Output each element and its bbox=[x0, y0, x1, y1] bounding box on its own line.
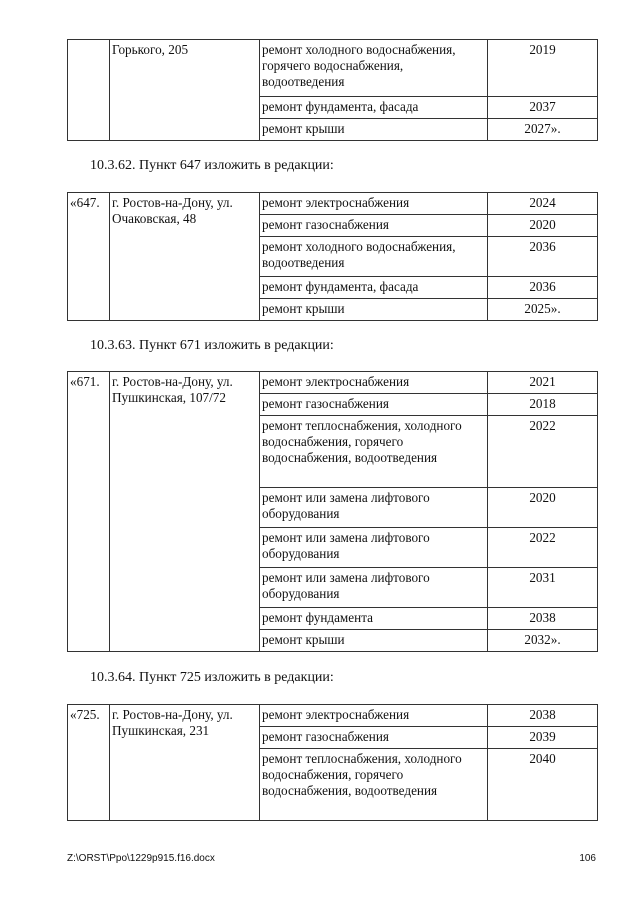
year-cell: 2022 bbox=[488, 416, 598, 488]
year-cell: 2021 bbox=[488, 372, 598, 394]
work-cell: ремонт теплоснабжения, холодного водоснабжения, горячего водоснабжения, водоотведения bbox=[260, 416, 488, 488]
work-cell: ремонт холодного водоснабжения, горячего водоснабжения, водоотведения bbox=[260, 40, 488, 97]
paragraph-10-3-64: 10.3.64. Пункт 725 изложить в редакции: bbox=[90, 670, 334, 685]
year-cell: 2031 bbox=[488, 568, 598, 608]
table-row bbox=[68, 193, 598, 215]
work-cell: ремонт крыши bbox=[260, 630, 488, 652]
item-number bbox=[68, 40, 110, 141]
address-cell: г. Ростов-на-Дону, ул. Очаковская, 48 bbox=[110, 193, 260, 321]
address-cell: Горького, 205 bbox=[110, 40, 260, 141]
table-item-671 bbox=[67, 371, 598, 652]
work-cell: ремонт или замена лифтового оборудования bbox=[260, 568, 488, 608]
address-cell: г. Ростов-на-Дону, ул. Пушкинская, 107/72 bbox=[110, 372, 260, 652]
year-cell: 2037 bbox=[488, 97, 598, 119]
year-cell: 2038 bbox=[488, 608, 598, 630]
year-cell: 2038 bbox=[488, 705, 598, 727]
work-cell: ремонт электроснабжения bbox=[260, 372, 488, 394]
year-cell: 2018 bbox=[488, 394, 598, 416]
table-item-647 bbox=[67, 192, 598, 321]
work-cell: ремонт или замена лифтового оборудования bbox=[260, 528, 488, 568]
year-cell: 2040 bbox=[488, 749, 598, 821]
address-cell: г. Ростов-на-Дону, ул. Пушкинская, 231 bbox=[110, 705, 260, 821]
work-cell: ремонт газоснабжения bbox=[260, 394, 488, 416]
table-row bbox=[68, 372, 598, 394]
table-continuation bbox=[67, 39, 598, 141]
work-cell: ремонт теплоснабжения, холодного водоснабжения, горячего водоснабжения, водоотведения bbox=[260, 749, 488, 821]
work-cell: ремонт фундамента bbox=[260, 608, 488, 630]
table-item-725 bbox=[67, 704, 598, 821]
table-row bbox=[68, 40, 598, 97]
work-cell: ремонт газоснабжения bbox=[260, 215, 488, 237]
year-cell: 2022 bbox=[488, 528, 598, 568]
year-cell: 2027». bbox=[488, 119, 598, 141]
item-number: «647. bbox=[68, 193, 110, 321]
page-number: 106 bbox=[579, 853, 596, 864]
table-row bbox=[68, 705, 598, 727]
work-cell: ремонт крыши bbox=[260, 299, 488, 321]
year-cell: 2020 bbox=[488, 488, 598, 528]
paragraph-10-3-63: 10.3.63. Пункт 671 изложить в редакции: bbox=[90, 338, 334, 353]
paragraph-10-3-62: 10.3.62. Пункт 647 изложить в редакции: bbox=[90, 158, 334, 173]
work-cell: ремонт электроснабжения bbox=[260, 193, 488, 215]
year-cell: 2025». bbox=[488, 299, 598, 321]
year-cell: 2036 bbox=[488, 277, 598, 299]
work-cell: ремонт фундамента, фасада bbox=[260, 97, 488, 119]
year-cell: 2020 bbox=[488, 215, 598, 237]
year-cell: 2024 bbox=[488, 193, 598, 215]
work-cell: ремонт крыши bbox=[260, 119, 488, 141]
year-cell: 2039 bbox=[488, 727, 598, 749]
year-cell: 2032». bbox=[488, 630, 598, 652]
work-cell: ремонт электроснабжения bbox=[260, 705, 488, 727]
year-cell: 2019 bbox=[488, 40, 598, 97]
year-cell: 2036 bbox=[488, 237, 598, 277]
work-cell: ремонт холодного водоснабжения, водоотведения bbox=[260, 237, 488, 277]
work-cell: ремонт фундамента, фасада bbox=[260, 277, 488, 299]
footer-file-path: Z:\ORST\Ppo\1229p915.f16.docx bbox=[67, 853, 215, 864]
item-number: «671. bbox=[68, 372, 110, 652]
item-number: «725. bbox=[68, 705, 110, 821]
work-cell: ремонт или замена лифтового оборудования bbox=[260, 488, 488, 528]
work-cell: ремонт газоснабжения bbox=[260, 727, 488, 749]
